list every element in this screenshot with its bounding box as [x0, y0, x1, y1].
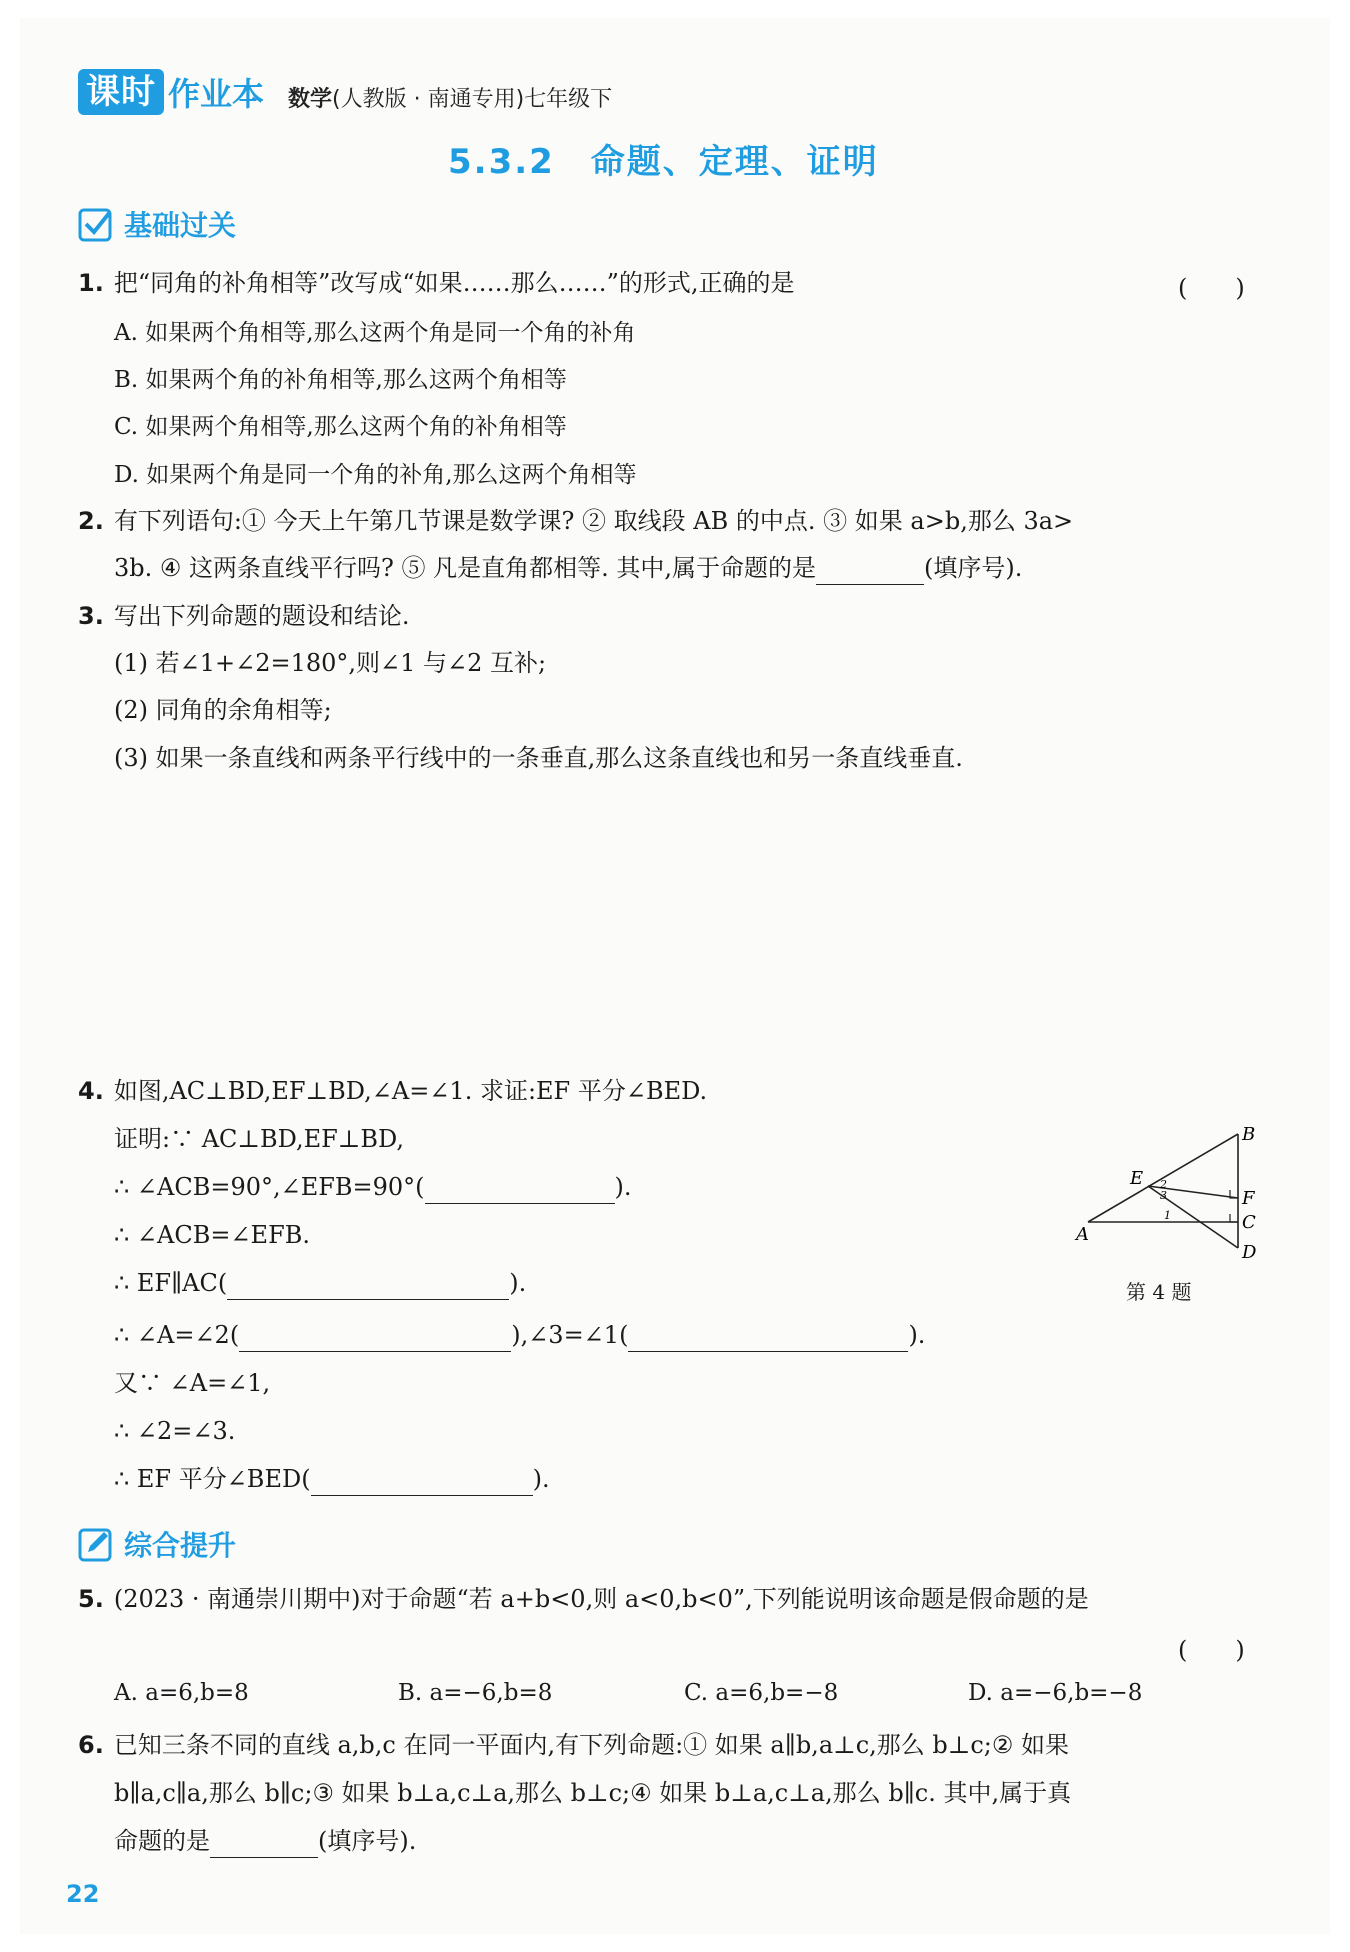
q4-proof-8: ∴ EF 平分∠BED( ). [114, 1462, 550, 1496]
edit-icon [78, 1526, 114, 1562]
q4-blank-2 [227, 1273, 509, 1300]
q3-item-2: (2) 同角的余角相等; [114, 696, 332, 724]
logo-rest: 作业本 [168, 75, 265, 113]
q1-option-d: D. 如果两个角是同一个角的补角,那么这两个角相等 [114, 462, 637, 488]
q1-option-a: A. 如果两个角相等,那么这两个角是同一个角的补角 [114, 320, 636, 346]
label-b: B [1242, 1124, 1256, 1145]
q4-blank-5 [311, 1469, 533, 1496]
label-e: E [1130, 1168, 1144, 1189]
q3-stem: 3. 写出下列命题的题设和结论. [78, 602, 410, 630]
q4-figure [1068, 1118, 1268, 1268]
q4-proof-1: 证明:∵ AC⊥BD,EF⊥BD, [114, 1125, 405, 1153]
q4-stem: 4. 如图,AC⊥BD,EF⊥BD,∠A=∠1. 求证:EF 平分∠BED. [78, 1077, 708, 1105]
q5-answer-paren: ( ) [1178, 1636, 1245, 1664]
q6-line2: b∥a,c∥a,那么 b∥c;③ 如果 b⊥a,c⊥a,那么 b⊥c;④ 如果 b⊥a,c⊥a,那么 b∥c. 其中,属于真 [114, 1779, 1072, 1807]
q1-stem: 1. 把“同角的补角相等”改写成“如果……那么……”的形式,正确的是 [78, 269, 795, 297]
page [20, 18, 1330, 1934]
page-number: 22 [66, 1880, 100, 1908]
label-angle-2: 2 [1160, 1178, 1167, 1191]
q6-line3: 命题的是 (填序号). [114, 1824, 416, 1858]
q4-proof-4: ∴ EF∥AC( ). [114, 1266, 526, 1300]
q5-option-c: C. a=6,b=−8 [684, 1680, 839, 1706]
label-angle-3: 3 [1160, 1189, 1167, 1202]
q1-option-c: C. 如果两个角相等,那么这两个角的补角相等 [114, 414, 567, 440]
q1-answer-paren: ( ) [1178, 274, 1245, 302]
label-a: A [1076, 1224, 1089, 1245]
q4-figure-caption: 第 4 题 [1126, 1280, 1192, 1304]
q3-item-1: (1) 若∠1+∠2=180°,则∠1 与∠2 互补; [114, 649, 547, 677]
q2-blank [816, 558, 924, 585]
q4-proof-3: ∴ ∠ACB=∠EFB. [114, 1221, 310, 1249]
q5-stem: 5. (2023 · 南通崇川期中)对于命题“若 a+b<0,则 a<0,b<0”,下列能说明该命题是假命题的是 [78, 1585, 1089, 1613]
q5-option-a: A. a=6,b=8 [114, 1680, 249, 1706]
q4-proof-2: ∴ ∠ACB=90°,∠EFB=90°( ). [114, 1170, 632, 1204]
q2-line2: 3b. ④ 这两条直线平行吗? ⑤ 凡是直角都相等. 其中,属于命题的是 (填序号). [114, 551, 1022, 585]
label-angle-1: 1 [1164, 1209, 1171, 1222]
book-subtitle: 数学(人教版 · 南通专用)七年级下 [288, 87, 613, 112]
q4-blank-3 [239, 1325, 511, 1352]
logo-box: 课时 [78, 69, 164, 115]
q4-proof-6: 又∵ ∠A=∠1, [114, 1369, 271, 1397]
q6-line1: 6. 已知三条不同的直线 a,b,c 在同一平面内,有下列命题:① 如果 a∥b,a⊥c,那么 b⊥c;② 如果 [78, 1731, 1069, 1759]
section-advanced: 综合提升 [78, 1524, 236, 1564]
q5-option-d: D. a=−6,b=−8 [968, 1680, 1143, 1706]
q5-option-b: B. a=−6,b=8 [398, 1680, 553, 1706]
q4-blank-1 [425, 1177, 615, 1204]
q4-proof-7: ∴ ∠2=∠3. [114, 1417, 236, 1445]
checkbox-icon [78, 206, 114, 242]
page-title: 5.3.2 命题、定理、证明 [448, 142, 879, 182]
q6-blank [210, 1831, 318, 1858]
label-c: C [1242, 1212, 1256, 1233]
q2-line1: 2. 有下列语句:① 今天上午第几节课是数学课? ② 取线段 AB 的中点. ③ 如果 a>b,那么 3a> [78, 507, 1074, 535]
q4-blank-4 [628, 1325, 908, 1352]
q3-item-3: (3) 如果一条直线和两条平行线中的一条垂直,那么这条直线也和另一条直线垂直. [114, 744, 963, 772]
section-basic: 基础过关 [78, 204, 236, 244]
brand-logo [78, 68, 264, 116]
label-d: D [1242, 1242, 1257, 1263]
label-f: F [1242, 1188, 1255, 1209]
q4-proof-5: ∴ ∠A=∠2( ),∠3=∠1( ). [114, 1318, 925, 1352]
q1-option-b: B. 如果两个角的补角相等,那么这两个角相等 [114, 367, 567, 393]
